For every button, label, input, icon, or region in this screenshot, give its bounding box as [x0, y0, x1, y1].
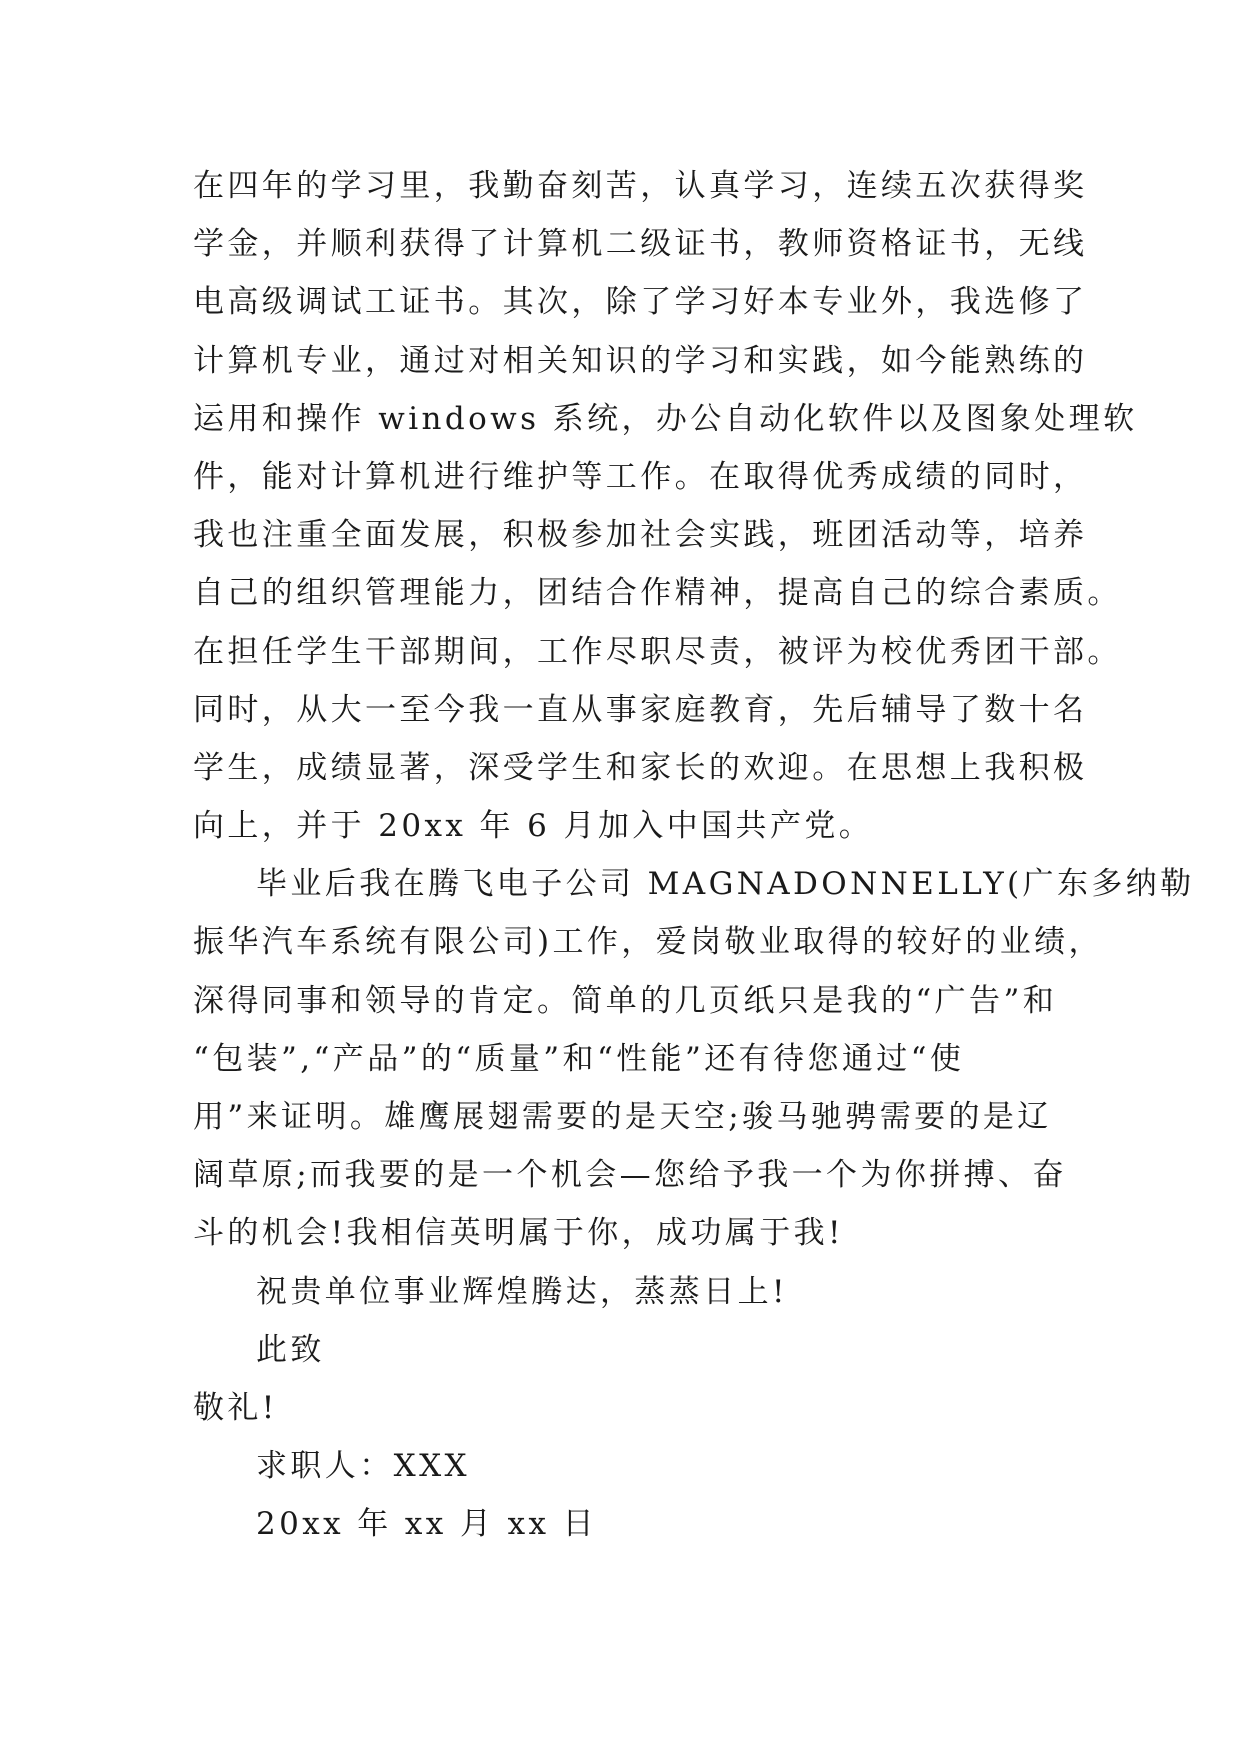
body-line-17: 用”来证明。雄鹰展翅需要的是天空;骏马驰骋需要的是辽 — [193, 1099, 1052, 1135]
body-line-4: 计算机专业，通过对相关知识的学习和实践，如今能熟练的 — [193, 342, 1088, 379]
body-line-13: 毕业后我在腾飞电子公司 MAGNADONNELLY(广东多纳勒 — [256, 866, 1195, 903]
closing-regards: 敬礼! — [193, 1389, 278, 1426]
body-line-12: 向上，并于 20xx 年 6 月加入中国共产党。 — [193, 808, 874, 845]
body-line-15: 深得同事和领导的肯定。简单的几页纸只是我的“广告”和 — [193, 982, 1058, 1019]
body-line-1: 在四年的学习里，我勤奋刻苦，认真学习，连续五次获得奖 — [193, 168, 1088, 204]
body-line-14: 振华汽车系统有限公司)工作，爱岗敬业取得的较好的业绩， — [193, 924, 1103, 961]
body-line-3: 电高级调试工证书。其次，除了学习好本专业外，我选修了 — [193, 284, 1088, 321]
applicant-signature: 求职人：XXX — [256, 1448, 471, 1485]
body-line-11: 学生，成绩显著，深受学生和家长的欢迎。在思想上我积极 — [193, 749, 1088, 786]
closing-wish: 祝贵单位事业辉煌腾达，蒸蒸日上! — [256, 1273, 788, 1310]
body-line-7: 我也注重全面发展，积极参加社会实践，班团活动等，培养 — [193, 517, 1088, 554]
body-line-2: 学金，并顺利获得了计算机二级证书，教师资格证书，无线 — [193, 226, 1088, 263]
body-line-5: 运用和操作 windows 系统，办公自动化软件以及图象处理软 — [193, 400, 1138, 437]
body-line-8: 自己的组织管理能力，团结合作精神，提高自己的综合素质。 — [193, 575, 1122, 612]
closing-salutation: 此致 — [256, 1331, 325, 1368]
body-line-10: 同时，从大一至今我一直从事家庭教育，先后辅导了数十名 — [193, 691, 1088, 728]
body-line-19: 斗的机会!我相信英明属于你，成功属于我! — [193, 1215, 844, 1252]
body-line-9: 在担任学生干部期间，工作尽职尽责，被评为校优秀团干部。 — [193, 633, 1122, 670]
letter-body — [193, 157, 1195, 1554]
body-line-6: 件，能对计算机进行维护等工作。在取得优秀成绩的同时， — [193, 458, 1088, 495]
body-line-16: “包装”,“产品”的“质量”和“性能”还有待您通过“使 — [193, 1040, 965, 1077]
letter-date: 20xx 年 xx 月 xx 日 — [256, 1506, 598, 1543]
body-line-18: 阔草原;而我要的是一个机会—您给予我一个为你拼搏、奋 — [193, 1157, 1067, 1194]
